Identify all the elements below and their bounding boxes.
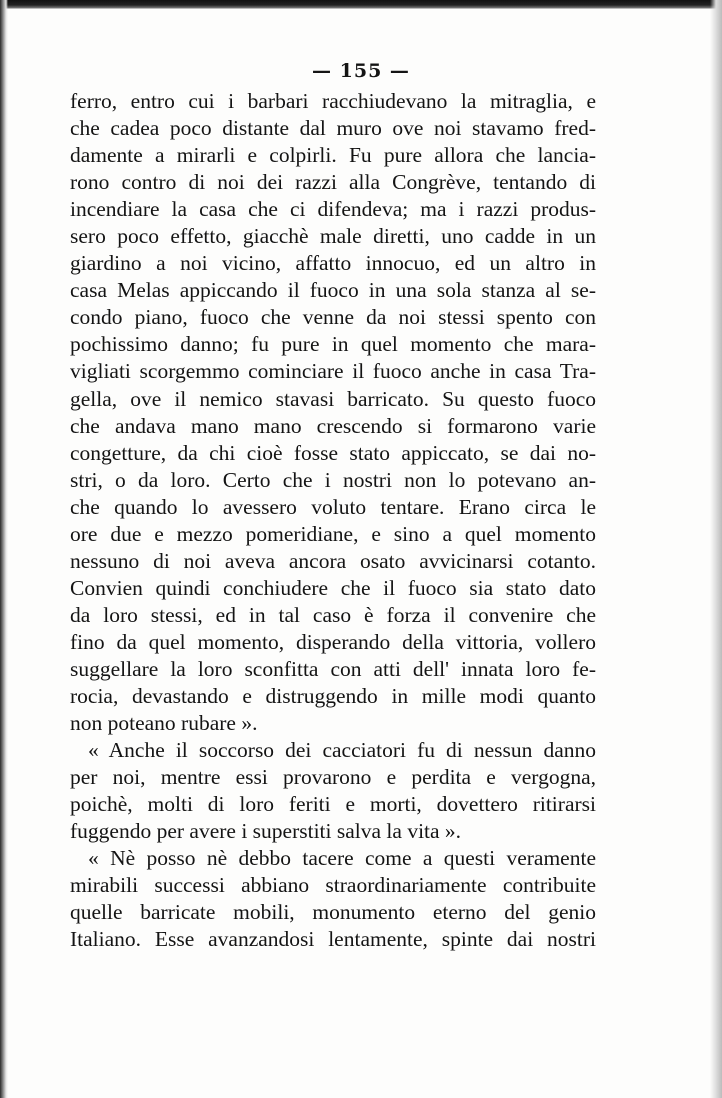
text-line: gella, ove il nemico stavasi barricato. Su questo fuoco <box>70 386 596 411</box>
text-line: condo piano, fuoco che venne da noi stessi spento con <box>70 305 596 330</box>
text-line: quelle barricate mobili, monumento eterno del genio <box>70 900 596 925</box>
text-line: per noi, mentre essi provarono e perdita e vergogna, <box>70 765 596 790</box>
text-line: « Anche il soccorso dei cacciatori fu di nessun danno <box>88 738 596 763</box>
text-line: suggellare la loro sconfitta con atti dell' innata loro fe- <box>70 656 596 681</box>
text-line: rocia, devastando e distruggendo in mille modi quanto <box>70 684 596 709</box>
text-line: che quando lo avessero voluto tentare. Erano circa le <box>70 494 596 519</box>
text-line: fino da quel momento, disperando della vittoria, vollero <box>70 629 596 654</box>
scan-right-edge <box>710 0 722 1098</box>
text-line: ferro, entro cui i barbari racchiudevano la mitraglia, e <box>70 89 596 113</box>
scan-left-edge <box>0 0 8 1098</box>
text-line: mirabili successi abbiano straordinariamente contribuite <box>70 873 596 898</box>
text-line: poichè, molti di loro feriti e morti, dovettero ritirarsi <box>70 792 596 817</box>
text-line: Italiano. Esse avanzandosi lentamente, spinte dai nostri <box>70 927 596 952</box>
text-line: ore due e mezzo pomeridiane, e sino a quel momento <box>70 521 596 546</box>
text-line: congetture, da chi cioè fosse stato appiccato, se dai no- <box>70 440 596 465</box>
text-line: non poteano rubare ». <box>70 711 258 736</box>
scan-top-edge <box>0 0 722 9</box>
page-number: — 155 — <box>312 60 410 82</box>
text-line: nessuno di noi aveva ancora osato avvicinarsi cotanto. <box>70 548 596 573</box>
text-line: pochissimo danno; fu pure in quel momento che mara- <box>70 332 596 357</box>
text-line: giardino a noi vicino, affatto innocuo, ed un altro in <box>70 251 596 276</box>
text-line: incendiare la casa che ci difendeva; ma i razzi produs- <box>70 197 596 222</box>
text-line: Convien quindi conchiudere che il fuoco sia stato dato <box>70 575 596 600</box>
text-line: sero poco effetto, giacchè male diretti, uno cadde in un <box>70 224 596 249</box>
text-line: vigliati scorgemmo cominciare il fuoco anche in casa Tra- <box>70 359 596 384</box>
text-line: che cadea poco distante dal muro ove noi stavamo fred- <box>70 116 596 141</box>
text-line: che andava mano mano crescendo si formarono varie <box>70 413 596 438</box>
text-line: rono contro di noi dei razzi alla Congrève, tentando di <box>70 170 596 195</box>
text-line: casa Melas appiccando il fuoco in una sola stanza al se- <box>70 278 596 303</box>
text-line: fuggendo per avere i superstiti salva la vita ». <box>70 819 462 844</box>
body-text <box>70 88 596 954</box>
text-line: stri, o da loro. Certo che i nostri non lo potevano an- <box>70 467 596 492</box>
text-line: damente a mirarli e colpirli. Fu pure allora che lancia- <box>70 143 596 168</box>
text-line: da loro stessi, ed in tal caso è forza il convenire che <box>70 602 596 627</box>
text-line: « Nè posso nè debbo tacere come a questi veramente <box>88 846 596 871</box>
